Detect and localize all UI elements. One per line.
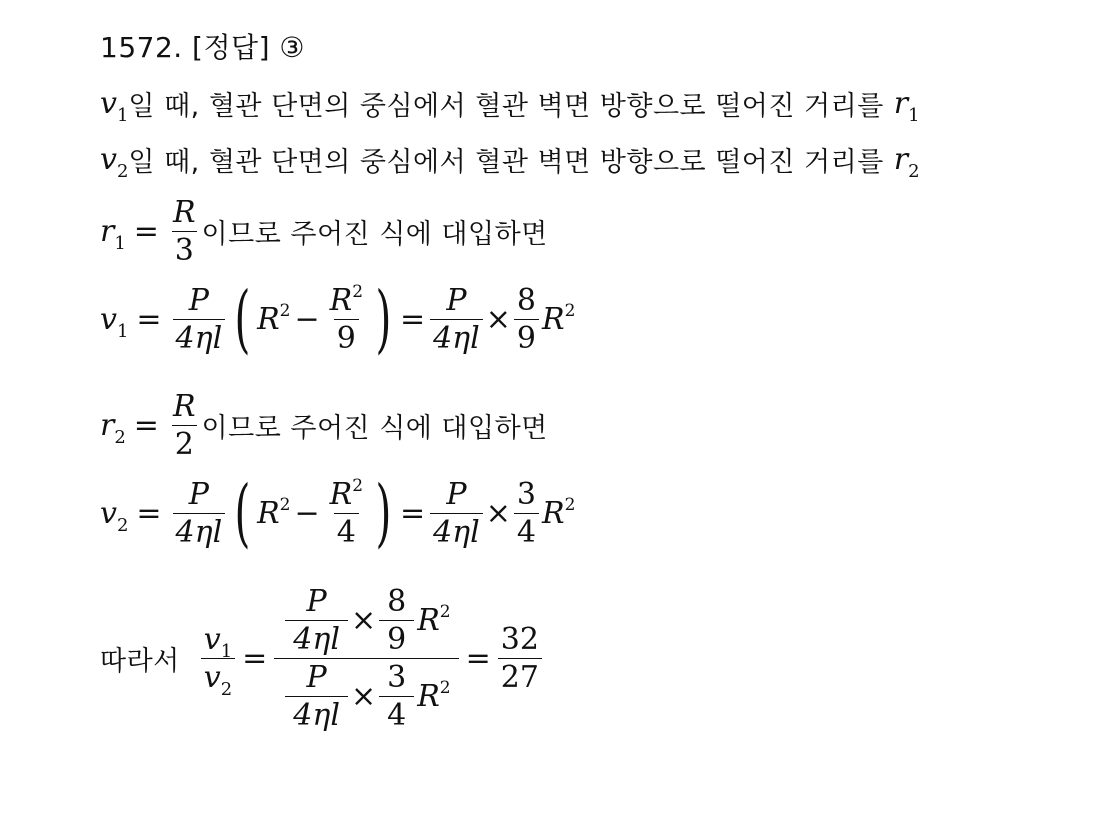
fraction-p-over-4etal: $\frac{P}{4\eta l}$: [173, 284, 226, 355]
v1-equation: $v_1$ = $\frac{P}{4\eta l}$ ( $R^2$ − $\frac{R^2}{9}$ ) = $\frac{P}{4\eta l}$ × $\frac{8}{9}$ $R^2$: [100, 276, 576, 362]
substitution-text-1: 이므로 주어진 식에 대입하면: [201, 219, 548, 250]
v2-symbol: $v_2$: [100, 142, 129, 182]
equals-sign: =: [133, 214, 159, 249]
definition-line-2: [100, 140, 920, 182]
right-paren: ): [375, 276, 392, 362]
definition-text-2: 일 때, 혈관 단면의 중심에서 혈관 벽면 방향으로 떨어진 거리를: [128, 147, 884, 178]
r1-symbol: $r_1$: [893, 86, 920, 126]
compound-fraction: $\frac{P}{4\eta l}$ × $\frac{8}{9}$ $R^2$ $\frac{P}{4\eta l}$ × $\frac{3}{4}$ $R^2$: [274, 585, 458, 732]
v1-symbol: $v_1$: [100, 86, 129, 126]
therefore-text: 따라서: [100, 646, 180, 677]
definition-line-1: [100, 84, 920, 126]
problem-title-text: 1572. [정답] ③: [100, 31, 306, 64]
v2-equation: $v_2$ = $\frac{P}{4\eta l}$ ( $R^2$ − $\frac{R^2}{4}$ ) = $\frac{P}{4\eta l}$ × $\frac{3}{4}$ $R^2$: [100, 470, 576, 556]
v1-over-v2: $\frac{v_1}{v_2}$: [201, 623, 235, 694]
result-fraction: $\frac{32}{27}$: [498, 623, 542, 694]
r1-equation: $r_1$ = $\frac{R}{3}$ 이므로 주어진 식에 대입하면: [100, 195, 548, 268]
left-paren: (: [234, 276, 251, 362]
r2-equation: $r_2$ = $\frac{R}{2}$ 이므로 주어진 식에 대입하면: [100, 389, 548, 462]
substitution-text-2: 이므로 주어진 식에 대입하면: [201, 413, 548, 444]
final-ratio-equation: 따라서 $\frac{v_1}{v_2}$ = $\frac{P}{4\eta l}$ × $\frac{8}{9}$ $R^2$ $\frac{P}{4\eta l}$ × $\frac{3}{4}$ $R^2$ = $\frac{32}{27}$: [100, 585, 545, 732]
r1-lhs: r: [100, 214, 115, 249]
definition-text-1: 일 때, 혈관 단면의 중심에서 혈관 벽면 방향으로 떨어진 거리를: [128, 91, 884, 122]
r2-symbol: $r_2$: [893, 142, 920, 182]
problem-title: [100, 26, 305, 66]
fraction-r-over-3: $\frac{R}{3}$: [172, 195, 196, 268]
fraction-r-over-2: $\frac{R}{2}$: [172, 389, 196, 462]
